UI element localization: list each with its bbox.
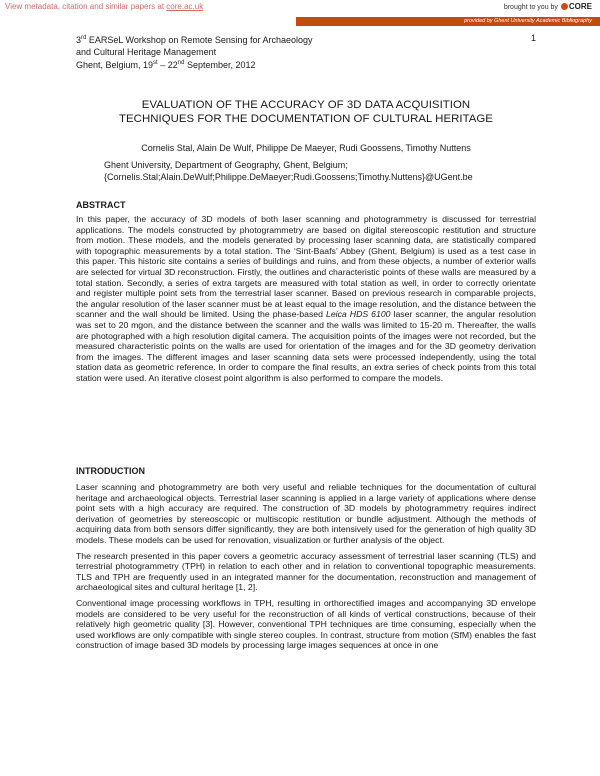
core-metadata-text: View metadata, citation and similar papers at xyxy=(5,2,167,11)
core-ac-uk-link[interactable]: core.ac.uk xyxy=(166,2,204,11)
header-heritage: and Cultural Heritage Management xyxy=(76,46,217,57)
header-workshop xyxy=(76,33,536,47)
page-number: 1 xyxy=(530,33,536,43)
header-date-b: – 22 xyxy=(157,60,178,70)
header-ordinal-sup: rd xyxy=(81,35,87,41)
introduction-body xyxy=(76,482,536,656)
core-brand-name: CORE xyxy=(568,2,592,11)
header-location-date xyxy=(76,58,536,72)
abstract-heading: ABSTRACT xyxy=(76,200,126,210)
intro-paragraph-3: Conventional image processing workflows in TPH, resulting in orthorectified images and accompanying 3D envelope models are considered to be very useful for the reconstruction of all kinds of vertical constructions, because of their relatively high geometric quality [3]. However, conventional TPH techniques are time consuming, especially when the used workflows are only compatible with single stereo couples. In contrast, structure from motion (SfM) enables the fast construction of image based 3D models by processing large images sequences at once in one xyxy=(76,597,536,651)
authors: Cornelis Stal, Alain De Wulf, Philippe De Maeyer, Rudi Goossens, Timothy Nuttens xyxy=(141,143,471,153)
introduction-heading: INTRODUCTION xyxy=(76,466,145,476)
header-workshop-name: EARSeL Workshop on Remote Sensing for Archaeology xyxy=(86,35,313,45)
affiliation-dept: Ghent University, Department of Geography, Ghent, Belgium; xyxy=(104,160,348,170)
brought-to-you-by: brought to you by xyxy=(503,4,558,11)
intro-paragraph-2: The research presented in this paper covers a geometric accuracy assessment of terrestrial laser scanning (TLS) and terrestrial photogrammetry (TPH) in relation to each other and in relation to conventional topographic measurements. TLS and TPH are frequently used in an integrated manner for the documentation, reconstruction and management of archaeological sites and cultural heritage [1, 2]. xyxy=(76,550,536,593)
core-banner xyxy=(0,0,600,14)
core-logo-icon xyxy=(561,3,568,10)
header-date-sup1: st xyxy=(153,60,158,66)
header-ordinal: 3 xyxy=(76,35,82,45)
abstract-scanner-name: Leica HDS 6100 xyxy=(326,309,391,320)
header-date-c: September, 2012 xyxy=(184,60,256,70)
affiliation-emails: {Cornelis.Stal;Alain.DeWulf;Philippe.DeMaeyer;Rudi.Goossens;Timothy.Nuttens}@UGent.be xyxy=(104,171,473,182)
intro-paragraph-1: Laser scanning and photogrammetry are both very useful and reliable techniques for the documentation of cultural heritage and archaeological objects. Terrestrial laser scanning is applied in a large variety of applications where dense point sets with a high accuracy are required. The construction of 3D models by photogrammetry requires indirect derivation of geometries by stereoscopic or multiscopic restitution or bundle adjustment. Although the methods of acquiring data from both sensors differ significantly, they are both intensively used for the generation of high quality 3D models. These models can be used for renovation, visualization or further analysis of the object. xyxy=(76,482,536,545)
core-metadata-link[interactable] xyxy=(5,2,203,11)
core-brand-block[interactable] xyxy=(504,2,592,11)
header-date-a: Ghent, Belgium, 19 xyxy=(76,60,154,70)
title-line-2: TECHNIQUES FOR THE DOCUMENTATION OF CULTURAL HERITAGE xyxy=(119,113,493,125)
abstract-paragraph xyxy=(76,214,536,384)
header-date-sup2: nd xyxy=(177,60,185,66)
provided-by-text: provided by Ghent University Academic Bibliography xyxy=(464,18,592,24)
affiliation xyxy=(104,160,544,183)
running-header xyxy=(76,33,536,72)
abstract-text-b: laser scanner, the angular resolution was set to 20 mgon, and the distance between the scanner and the walls was limited to 15-20 m. Thereafter, the walls are photographed with a high resolution digital camera. The acquisition points of the images were not recorded, but the measured characteristic points on the walls are used for orientation of the images and for the 3D geometry derivation from the images. The different images and laser scanning data sets were processed independently, using the total station data as geometric reference. In order to compare the final results, an extra series of check points from this total station were used. An iterative closest point algorithm is also performed to compare the models. xyxy=(76,309,537,383)
abstract-body xyxy=(76,214,536,389)
paper-title xyxy=(76,98,536,126)
abstract-text-a: In this paper, the accuracy of 3D models of both laser scanning and photogrammetry is discussed for terrestrial applications. The models constructed by photogrammetry are based on digital stereoscopic restitution and structure from motion. These models, and the models generated by processing laser scanning data, are statistically compared with topographic measurements by a total station. The ‘Sint-Baafs’ Abbey (Ghent, Belgium) is used as a test case in this paper. This historic site contains a series of buildings and ruins, and from these objects, a number of exterior walls are selected for virtual 3D reconstruction. Firstly, the outlines and characteristic points of these walls are measured by a total station. Secondly, a series of extra targets are measured with total station as well, in order to correctly orientate and register multiple point sets from the terrestrial laser scanner. Based on previous research in comparable projects, the angular resolution of the laser scanner must be at least equal to the image resolution, and the distance between the scanner and the wall should be limited. Using the phase-based xyxy=(76,214,536,320)
provided-by-bar[interactable] xyxy=(296,17,600,26)
title-line-1: EVALUATION OF THE ACCURACY OF 3D DATA ACQUISITION xyxy=(141,99,471,111)
